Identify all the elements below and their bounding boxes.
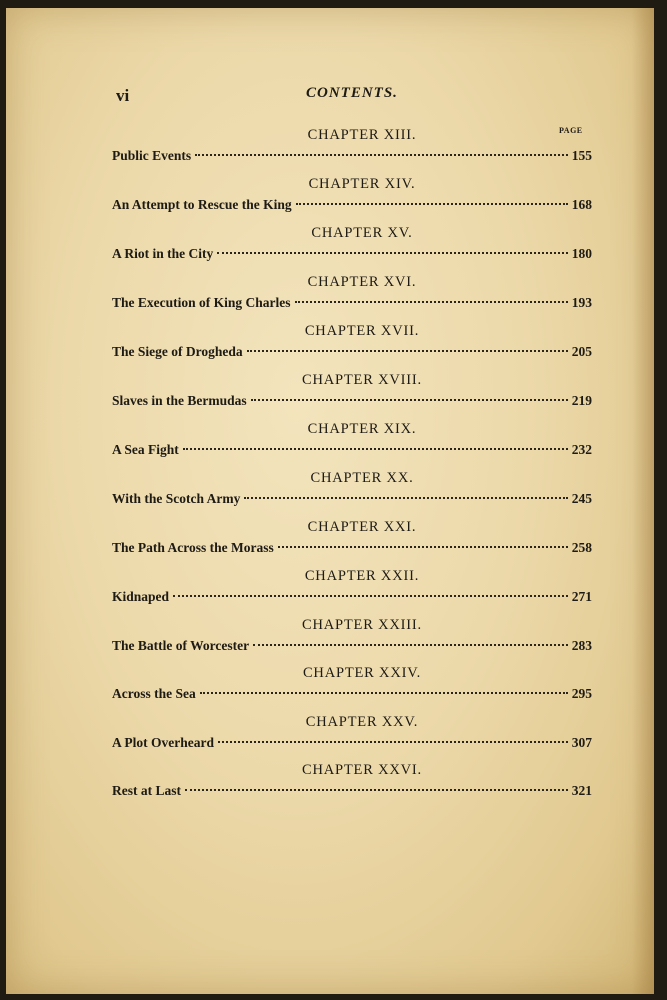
toc-line: [112, 391, 592, 411]
toc-line: [112, 489, 592, 509]
page-number: vi: [116, 86, 130, 105]
toc-entry: [112, 369, 592, 411]
chapter-heading: CHAPTER XV.: [311, 225, 413, 241]
chapter-title: The Battle of Worcester: [112, 638, 250, 653]
dot-leader: [217, 252, 568, 254]
chapter-heading: CHAPTER XIX.: [307, 421, 417, 437]
dot-leader: [218, 741, 568, 743]
chapter-title: Kidnaped: [112, 589, 170, 604]
toc-line: [112, 587, 592, 607]
chapter-heading: CHAPTER XXIV.: [302, 665, 422, 681]
chapter-title: Slaves in the Bermudas: [112, 393, 247, 408]
toc-line: [112, 684, 592, 704]
chapter-title: The Execution of King Charles: [112, 295, 291, 310]
chapter-page-number: 283: [571, 638, 592, 653]
chapter-page-number: 271: [571, 589, 592, 604]
chapter-heading: CHAPTER XVII.: [304, 323, 420, 339]
dot-leader: [296, 203, 568, 205]
dot-leader: [244, 497, 567, 499]
chapter-page-number: 193: [571, 295, 592, 310]
chapter-heading: CHAPTER XXII.: [304, 568, 420, 584]
chapter-page-number: 307: [571, 735, 592, 750]
dot-leader: [185, 789, 568, 791]
toc-entry: [112, 516, 592, 558]
toc-entry: [112, 124, 592, 166]
chapter-title: Across the Sea: [112, 686, 196, 701]
chapter-page-number: 205: [571, 344, 592, 359]
toc-entry: [112, 222, 592, 264]
toc-line: [112, 195, 592, 215]
toc-line: [112, 538, 592, 558]
chapter-title: Public Events: [112, 148, 192, 163]
chapter-title: Rest at Last: [112, 783, 181, 798]
chapter-heading: CHAPTER XVIII.: [302, 372, 422, 388]
chapter-title: The Siege of Drogheda: [112, 344, 243, 359]
dot-leader: [173, 595, 568, 597]
book-page: [6, 8, 654, 994]
toc-line: [112, 440, 592, 460]
chapter-heading: CHAPTER XXV.: [305, 714, 419, 730]
chapter-title: The Path Across the Morass: [112, 540, 274, 555]
chapter-heading: CHAPTER XXVI.: [302, 762, 422, 778]
chapter-page-number: 295: [571, 686, 592, 701]
toc-line: [112, 146, 592, 166]
dot-leader: [253, 644, 568, 646]
toc-entry: [112, 320, 592, 362]
running-head: [6, 78, 654, 106]
toc-entry: [112, 271, 592, 313]
toc-line: [112, 342, 592, 362]
toc-entry: [112, 614, 592, 656]
chapter-heading: CHAPTER XXI.: [307, 519, 417, 535]
toc-line: [112, 636, 592, 656]
page-spine-shadow: [632, 8, 654, 994]
dot-leader: [247, 350, 568, 352]
dot-leader: [251, 399, 568, 401]
dot-leader: [195, 154, 568, 156]
page-column-header: PAGE: [559, 126, 583, 135]
chapter-page-number: 321: [571, 783, 592, 798]
chapter-page-number: 232: [571, 442, 592, 457]
toc-entry: [112, 711, 592, 753]
toc-line: [112, 244, 592, 264]
chapter-heading: CHAPTER XXIII.: [302, 617, 422, 633]
chapter-page-number: 219: [571, 393, 592, 408]
toc-entry: [112, 662, 592, 704]
toc-entry: [112, 565, 592, 607]
chapter-heading: CHAPTER XIII.: [307, 127, 417, 143]
chapter-title: With the Scotch Army: [112, 491, 241, 506]
toc-line: [112, 293, 592, 313]
chapter-title: A Plot Overheard: [112, 735, 214, 750]
chapter-page-number: 155: [571, 148, 592, 163]
chapter-heading: CHAPTER XX.: [310, 470, 414, 486]
dot-leader: [200, 692, 568, 694]
toc-entry: [112, 418, 592, 460]
toc-entry: [112, 467, 592, 509]
chapter-title: A Riot in the City: [112, 246, 214, 261]
chapter-title: A Sea Fight: [112, 442, 179, 457]
chapter-title: An Attempt to Rescue the King: [112, 197, 292, 212]
dot-leader: [295, 301, 568, 303]
dot-leader: [278, 546, 568, 548]
toc-line: [112, 781, 592, 801]
toc-entry: [112, 173, 592, 215]
running-title: CONTENTS.: [306, 85, 398, 101]
toc-line: [112, 733, 592, 753]
chapter-page-number: 168: [571, 197, 592, 212]
toc-entry: [112, 759, 592, 801]
chapter-page-number: 180: [571, 246, 592, 261]
dot-leader: [183, 448, 568, 450]
chapter-page-number: 245: [571, 491, 592, 506]
chapter-page-number: 258: [571, 540, 592, 555]
chapter-heading: CHAPTER XIV.: [308, 176, 416, 192]
chapter-heading: CHAPTER XVI.: [307, 274, 417, 290]
